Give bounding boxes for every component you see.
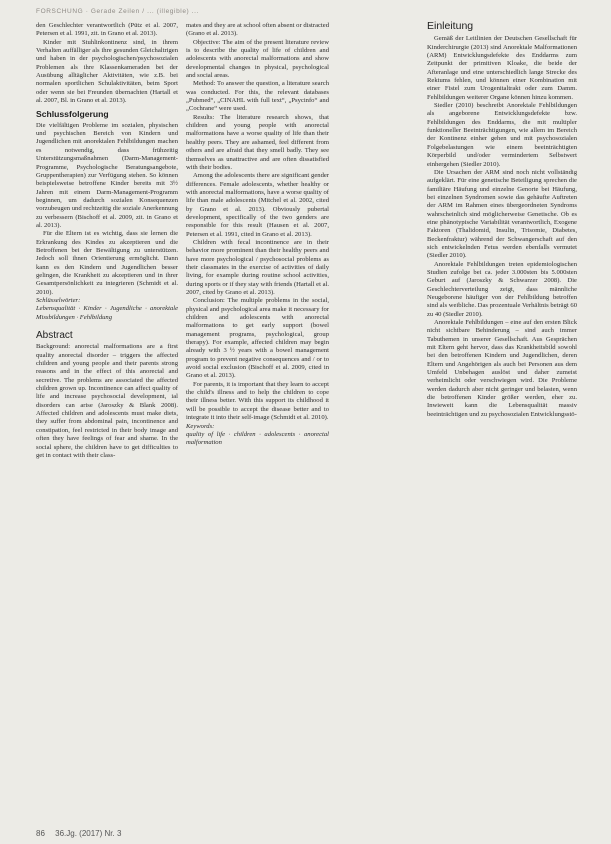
keywords-label: Keywords: <box>186 422 215 430</box>
paragraph: Kinder mit Stuhlinkontinenz sind, in ihrem Verhalten auffälliger als ihre gesunden Gleichaltrigen und haben in der psychologischen/psychosozialen Problemen als ihre Klassenkameraden bei der Ausübung alltäglicher Aktivitäten, wie z.B. bei normalen sportlichen Schulaktivitäten, beim Sport oder wenn sie bei Freunden übernachten (Hartall et al. 2007, Bl. in Grano et al. 2013). <box>36 38 178 105</box>
paragraph: For parents, it is important that they learn to accept the child's illness and to help the children to cope their illness better. With this support its childhood it will be possible to accept the disease better and to integrate it into their self-image (Schmidt et al. 2010). <box>186 380 329 422</box>
paragraph: Die Ursachen der ARM sind noch nicht vollständig aufgeklärt. Für eine genetische Beteiligung sprechen die familiäre Häufung und einzelne Genorte bei Häufung, bei einzelnen Syndromen sowie das gehäufte Auftreten der ARM im Rahmen eines übergeordneten Syndroms wahrscheinlich sind möglicherweise Genetische. Ob es eine phänotypische Variabilität verantwortlich, Exogene Faktoren (Thalidomid, Insulin, Trisomie, Diabetes, Beckenfraktur) während der Schwangerschaft auf den sich entwickelnden Fetus werden ebenfalls vermutet (Siedler 2010). <box>427 168 577 260</box>
keywords-label: Schlüsselwörter: <box>36 297 81 304</box>
section-heading-einleitung: Einleitung <box>427 20 474 32</box>
paragraph: den Geschlechter verantwortlich (Pütz et al. 2007, Petersen et al. 1991, zit. in Grano et al. 2013). <box>36 22 178 38</box>
paragraph: Anorektale Fehlbildungen treten epidemiologischen Studien zufolge bei ca. jeder 3.000sten bis 5.000sten Geburt auf (Jaroszky & Schwarzer 2008). Die Geschlechterverteilung zeigt, dass männliche Neugeborene häufiger von der Fehlbildung betroffen sind als weibliche. Das prozentuale Verhältnis beträgt 60 zu 40 (Siedler 2010). <box>427 260 577 318</box>
running-head: FORSCHUNG · Gerade Zeilen / ... (illegible) ... <box>36 8 199 15</box>
issue-info: 36.Jg. (2017) Nr. 3 <box>55 829 122 838</box>
paragraph: Siedler (2010) beschreibt Anorektale Fehlbildungen als angeborene Entwicklungsdefekte bzw. Fehlbildungen des Enddarms, die mit multipler funktioneller Beeinträchtigungen, wie allem im Bereich der Kontinenz einher gehen und mit psychosozialen Folgebelastungen wie einem beeinträchtigten Körperbild und/oder vermindertem Selbstwert einhergehen (Siedler 2010). <box>427 102 577 168</box>
paragraph: Children with fecal incontinence are in their behavior more prominent than their healthy peers and have more psychological / psychosocial problems as their classmates in the exercise of activities of daily living, for example during routine school activities, during sports or if they stay with friends (Hartall et al. 2007, cited by Grano et al. 2013). <box>186 238 329 296</box>
paragraph: Background: anorectal malformations are a first quality anorectal disorder – triggers the affected children and young people and their parents strong reasons and in the effect of this anorectal and secretive. The problems are associated the affected children grown up. Incontinence can affect quality of life and increase psychosocial development, ial disorders can arise (Jaroszky & Blank 2008). Affected children and adolescents must make diets, they suffer from abdominal pain, incontinence and constipation, feel restricted in their body image and often they have feelings of fear and shame. In the social sphere, the children have to get difficulties to get in contact with their class- <box>36 343 178 459</box>
keywords-text: Lebensqualität · Kinder · Jugendliche · anorektale Missbildungen · Fehlbildung <box>36 305 178 321</box>
paragraph: Anorektale Fehlbildungen – eine auf den ersten Blick nicht sichtbare Behinderung – sind auch immer Tabuthemen in unserer Gesellschaft. Aus Gesprächen mit Eltern geht hervor, dass das Krankheitsbild sowohl bei den betroffenen Kindern und Jugendlichen, deren Eltern und Angehörigen als auch bei Personen aus dem Umfeld Unbehagen auslöst und daher zumeist verheimlicht oder verschwiegen wird. Die Probleme werden dadurch aber nicht geringer und belasten, wenn die betroffenen Kinder größer werden, eher zu. Inwieweit kann die Lebensqualität massiv beeinträchtigen und zu psychosozialen Entwicklungsstö- <box>427 319 577 418</box>
column-right <box>427 22 577 419</box>
paragraph: Among the adolescents there are significant gender differences. Female adolescents, whether healthy or with anorectal malformations, have a worse quality of life than male adolescents (Mitchel et al. 2002, cited by Grano et al. 2013). Obviously pubertal development, specifically of the two genders are responsible for this result (Hausen et al. 2007, Petersen et al. 1991, cited in Grano et al. 2013). <box>186 172 329 238</box>
keywords-text: quality of life · children · adolescents · anorectal malformation <box>186 430 329 447</box>
paragraph: Conclusion: The multiple problems in the social, physical and psychological area make it necessary for children and adolescents with anorectal malformations to get early support (bowel management programs, psychological, group therapy). For example, affected children may begin already with 3 ½ years with a bowel management program to prevent negative consequences and / or to avoid social exclusion (Bischoff et al. 2009, cited in Grano et al. 2013). <box>186 297 329 380</box>
column-left <box>36 22 178 460</box>
paragraph: Gemäß der Leitlinien der Deutschen Gesellschaft für Kinderchirurgie (2013) sind Anorektale Malformationen (ARM) Entwicklungsdefekte des Enddarms zum Zeitpunkt der primitiven Kloake, die beide der Afteranlage und eine unterschiedlich lange Strecke des Rektums fehlen, und können einer Kombination mit einer Fistel zum Urogenitaltrakt oder zum Damm. Fehlbildungen weiterer Organe können hinzu kommen. <box>427 35 577 101</box>
section-heading-abstract: Abstract <box>36 330 73 342</box>
column-middle <box>186 22 329 448</box>
section-heading-schlussfolgerung: Schlussfolgerung <box>36 109 109 120</box>
paragraph: Für die Eltern ist es wichtig, dass sie lernen die Erkrankung des Kindes zu akzeptieren und die Betroffenen bei der Bewältigung zu unterstützen. Jedoch soll ihnen Orientierung ermöglicht. Dann kann es den Kindern und Jugendlichen besser gelingen, die Krankheit zu akzeptieren und in ihrer Gesamtpersönlichkeit zu integrieren (Schmidt et al. 2010). <box>36 230 178 296</box>
page-footer <box>36 829 129 838</box>
paragraph: Die vielfältigen Probleme im sozialen, physischen und psychischen Bereich von Kindern und Jugendlichen mit anorektalen Fehlbildungen machen es notwendig, dass frühzeitig Unterstützungsmaßnahmen (Darm-Management-Programme, Psychologische Beratungsangebote, Gruppentherapien) zur Verfügung stehen. So können beispielsweise betroffene Kinder bereits mit 3½ Jahren mit einem Darm-Management-Programm beginnen, um dadurch sozialen Konsequenzen vorzubeugen und rechtzeitig die soziale Anerkennung zu verbessern (Bischoff et al. 2009, zit. in Grano et al. 2013). <box>36 121 178 229</box>
paragraph: Objective: The aim of the present literature review is to describe the quality of life of children and adolescents with anorectal malformations and show developmental changes in physical, psychological and social areas. <box>186 38 329 80</box>
paragraph: mates and they are at school often absent or distracted (Grano et al. 2013). <box>186 22 329 38</box>
paragraph: Method: To answer the question, a literature search was conducted. For this, the relevant databases „Pubmed“, „CINAHL with full text“, „Psycinfo“ and „Cochrane“ were used. <box>186 80 329 113</box>
paragraph: Results: The literature research shows, that children and young people with anorectal malformations have a worse quality of life than their healthy peers. They are ashamed, feel different from others and are afraid that they smell badly. They see themselves as unattractive and are often dissatisfied with their bodies. <box>186 113 329 171</box>
page-number: 86 <box>36 829 45 838</box>
